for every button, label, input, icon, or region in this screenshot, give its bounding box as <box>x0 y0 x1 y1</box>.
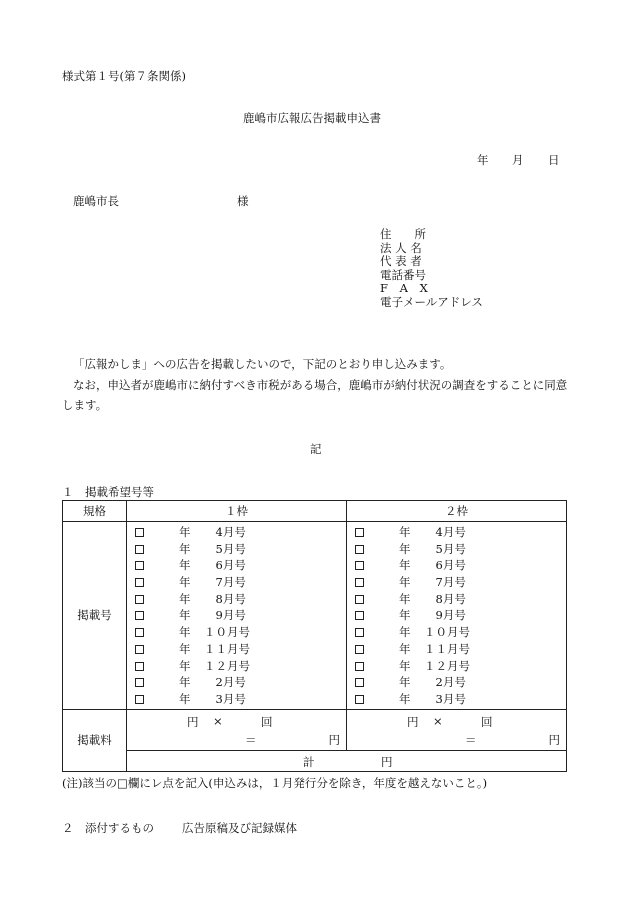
issue-year-char: 年 <box>179 591 191 606</box>
fee-equals: ＝ <box>465 732 477 747</box>
issue-year-char: 年 <box>179 541 191 556</box>
issue-year-char: 年 <box>399 641 411 656</box>
issue-row <box>347 624 566 641</box>
header-col2: ２枠 <box>347 501 567 522</box>
issue-year-char: 年 <box>399 541 411 556</box>
fee-yen: 円 <box>407 714 419 729</box>
section1-heading: １ 掲載希望号等 <box>62 485 154 499</box>
issue-year-char: 年 <box>179 641 191 656</box>
body-paragraph-1: 「広報かしま」への広告を掲載したいので，下記のとおり申し込みます。 <box>73 357 452 371</box>
fee-yen: 円 <box>187 714 199 729</box>
issue-row <box>347 574 566 591</box>
ki-heading: 記 <box>310 442 322 456</box>
checkbox-square[interactable] <box>135 695 144 704</box>
checkbox-square[interactable] <box>355 662 364 671</box>
checkbox-square[interactable] <box>355 611 364 620</box>
date-day: 日 <box>548 153 560 167</box>
issue-month: 4月号 <box>204 525 246 539</box>
issue-row <box>127 574 346 591</box>
issue-year-char: 年 <box>179 691 191 706</box>
checkbox-square[interactable] <box>355 545 364 554</box>
fee-cell-col1 <box>127 709 347 750</box>
header-spec: 規格 <box>63 501 127 522</box>
issue-row <box>127 674 346 691</box>
issue-year-char: 年 <box>179 608 191 623</box>
checkbox-square[interactable] <box>355 678 364 687</box>
issue-month: 8月号 <box>424 591 466 606</box>
checkbox-square[interactable] <box>135 545 144 554</box>
issue-row <box>127 541 346 558</box>
checkbox-square[interactable] <box>135 611 144 620</box>
checkbox-square[interactable] <box>355 595 364 604</box>
issue-year-char: 年 <box>399 591 411 606</box>
field-fax: F A X <box>380 281 432 295</box>
issue-month: １０月号 <box>424 625 470 640</box>
field-email: 電子メールアドレス <box>380 294 483 309</box>
form-number: 様式第１号(第７条関係) <box>62 69 186 83</box>
fee-times: × <box>213 713 223 728</box>
checkbox-square[interactable] <box>135 628 144 637</box>
total-cell <box>127 750 567 771</box>
issue-row <box>347 557 566 574</box>
section2-heading: ２ 添付するもの <box>62 821 154 835</box>
issue-row <box>127 557 346 574</box>
issue-month: 9月号 <box>424 608 466 623</box>
issue-month: 5月号 <box>204 541 246 556</box>
issue-month: 2月号 <box>424 675 466 690</box>
issue-row <box>347 691 566 708</box>
field-corporation: 法 人 名 <box>380 240 422 255</box>
issue-month: 5月号 <box>424 541 466 556</box>
issue-label: 掲載号 <box>63 522 127 710</box>
checkbox-square[interactable] <box>135 662 144 671</box>
issue-year-char: 年 <box>179 525 191 539</box>
body-paragraph-2: なお，申込者が鹿嶋市に納付すべき市税がある場合，鹿嶋市が納付状況の調査をすることに同意します。 <box>62 377 568 412</box>
issue-year-char: 年 <box>399 658 411 673</box>
issue-month: 9月号 <box>204 608 246 623</box>
issue-table <box>62 500 567 772</box>
issue-month: 3月号 <box>204 691 246 706</box>
fee-yen-result: 円 <box>328 732 340 747</box>
section2-value: 広告原稿及び記録媒体 <box>182 821 297 835</box>
issue-row <box>347 658 566 675</box>
issue-row <box>127 591 346 608</box>
checkbox-square[interactable] <box>355 695 364 704</box>
fee-label: 掲載料 <box>63 709 127 771</box>
issue-row <box>347 641 566 658</box>
checkbox-square[interactable] <box>355 578 364 587</box>
issue-year-char: 年 <box>179 575 191 590</box>
issue-row <box>127 691 346 708</box>
issue-row <box>127 624 346 641</box>
addressee-honorific: 様 <box>237 194 249 208</box>
issue-year-char: 年 <box>399 608 411 623</box>
issue-year-char: 年 <box>179 558 191 573</box>
checkbox-square[interactable] <box>355 645 364 654</box>
issue-month: 8月号 <box>204 591 246 606</box>
checkbox-square[interactable] <box>355 528 364 537</box>
issue-month: １１月号 <box>204 641 250 656</box>
issue-month: 7月号 <box>424 575 466 590</box>
issue-month: １１月号 <box>424 641 470 656</box>
fee-equals: ＝ <box>245 732 257 747</box>
issue-year-char: 年 <box>399 691 411 706</box>
checkbox-square[interactable] <box>355 628 364 637</box>
date-year: 年 <box>477 153 489 167</box>
fee-cell-col2 <box>347 709 567 750</box>
checkbox-square[interactable] <box>135 561 144 570</box>
issue-month: 6月号 <box>204 558 246 573</box>
header-col1: １枠 <box>127 501 347 522</box>
issue-row <box>347 591 566 608</box>
issue-month: １２月号 <box>424 658 470 673</box>
checkbox-square[interactable] <box>135 645 144 654</box>
issue-month: 3月号 <box>424 691 466 706</box>
checkbox-square[interactable] <box>135 595 144 604</box>
issue-year-char: 年 <box>399 625 411 640</box>
issue-row <box>347 524 566 541</box>
issue-year-char: 年 <box>399 525 411 539</box>
issue-row <box>127 607 346 624</box>
issue-month: １０月号 <box>204 625 250 640</box>
page-title: 鹿嶋市広報広告掲載申込書 <box>243 111 381 125</box>
body-text <box>62 354 572 416</box>
issue-year-char: 年 <box>179 658 191 673</box>
table-note: (注)該当の□欄にレ点を記入(申込みは，１月発行分を除き，年度を越えないこと。) <box>62 776 488 790</box>
issue-year-char: 年 <box>399 675 411 690</box>
addressee-name: 鹿嶋市長 <box>73 194 119 208</box>
issue-list-col1 <box>127 522 347 710</box>
issue-row <box>347 541 566 558</box>
issue-month: 6月号 <box>424 558 466 573</box>
applicant-fields <box>380 228 483 309</box>
field-address: 住 所 <box>380 227 426 241</box>
issue-row <box>127 524 346 541</box>
issue-year-char: 年 <box>179 625 191 640</box>
issue-year-char: 年 <box>179 675 191 690</box>
issue-month: 7月号 <box>204 575 246 590</box>
issue-month: １２月号 <box>204 658 250 673</box>
issue-row <box>127 658 346 675</box>
field-representative: 代 表 者 <box>380 254 422 268</box>
checkbox-square[interactable] <box>135 678 144 687</box>
total-label: 計 <box>303 754 315 769</box>
fee-count: 回 <box>261 714 273 729</box>
checkbox-square[interactable] <box>355 561 364 570</box>
fee-times: × <box>433 713 443 728</box>
date-month: 月 <box>512 153 524 167</box>
issue-row <box>347 674 566 691</box>
issue-list-col2 <box>347 522 567 710</box>
total-yen: 円 <box>381 754 393 769</box>
field-phone: 電話番号 <box>380 267 426 282</box>
issue-month: 2月号 <box>204 675 246 690</box>
issue-row <box>347 607 566 624</box>
fee-count: 回 <box>481 714 493 729</box>
checkbox-square[interactable] <box>135 528 144 537</box>
issue-year-char: 年 <box>399 558 411 573</box>
fee-yen-result: 円 <box>548 732 560 747</box>
issue-year-char: 年 <box>399 575 411 590</box>
issue-row <box>127 641 346 658</box>
issue-month: 4月号 <box>424 525 466 539</box>
checkbox-square[interactable] <box>135 578 144 587</box>
